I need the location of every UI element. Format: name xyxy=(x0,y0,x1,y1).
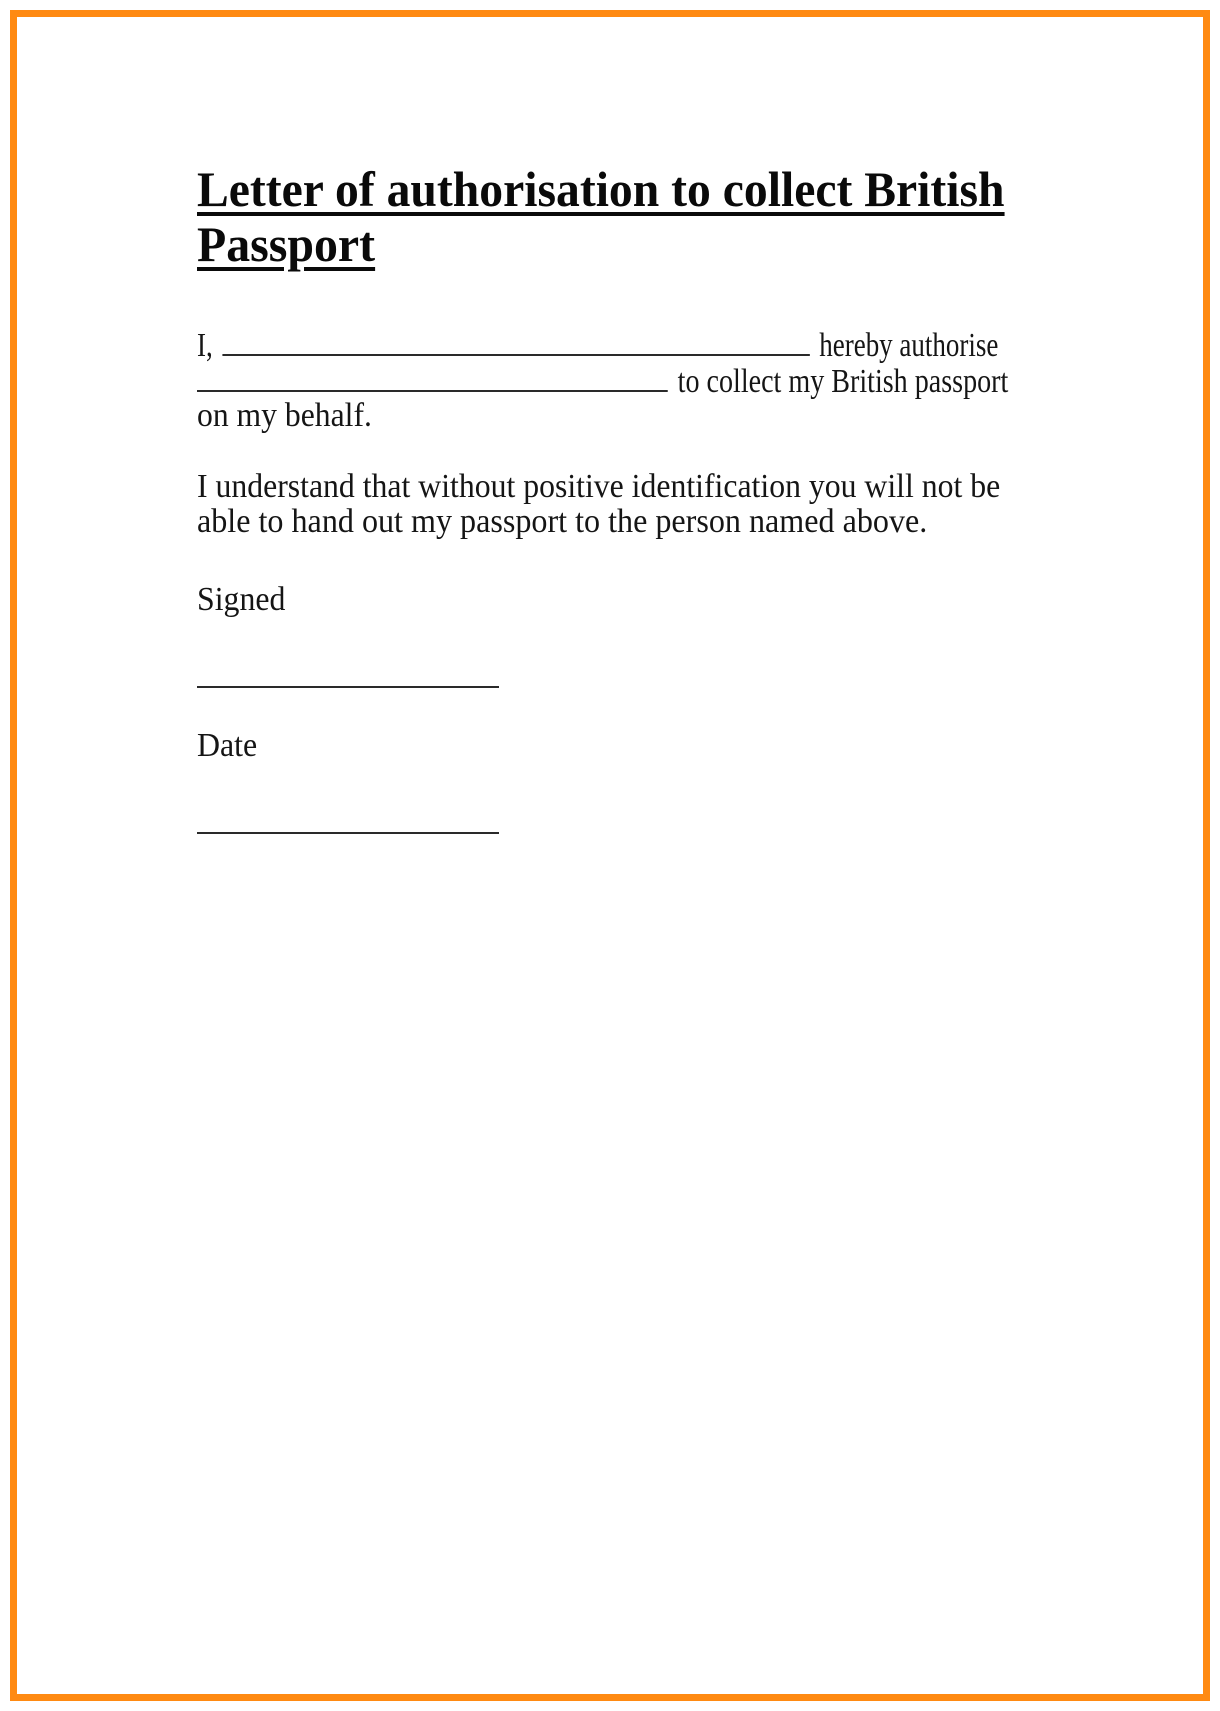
authorisation-line-3: on my behalf. xyxy=(197,397,372,435)
collect-passport-text: to collect my British passport xyxy=(677,363,1009,401)
authorisation-line-1 xyxy=(197,329,998,363)
authoriser-prefix: I, xyxy=(197,327,213,365)
date-line[interactable] xyxy=(197,832,499,834)
document-title-line-2: Passport xyxy=(197,216,376,272)
date-label: Date xyxy=(197,727,258,765)
understanding-line-2: able to hand out my passport to the person named above. xyxy=(197,503,928,541)
hereby-authorise-text: hereby authorise xyxy=(819,327,999,365)
authorisation-line-2 xyxy=(197,365,1008,399)
understanding-line-1: I understand that without positive identification you will not be xyxy=(197,468,1001,506)
document-title-line-1: Letter of authorisation to collect British xyxy=(197,161,1005,217)
signature-line[interactable] xyxy=(197,686,499,688)
page-border xyxy=(10,10,1210,1701)
collector-name-blank[interactable] xyxy=(197,389,668,392)
authoriser-name-blank[interactable] xyxy=(222,353,809,356)
signed-label: Signed xyxy=(197,581,286,619)
